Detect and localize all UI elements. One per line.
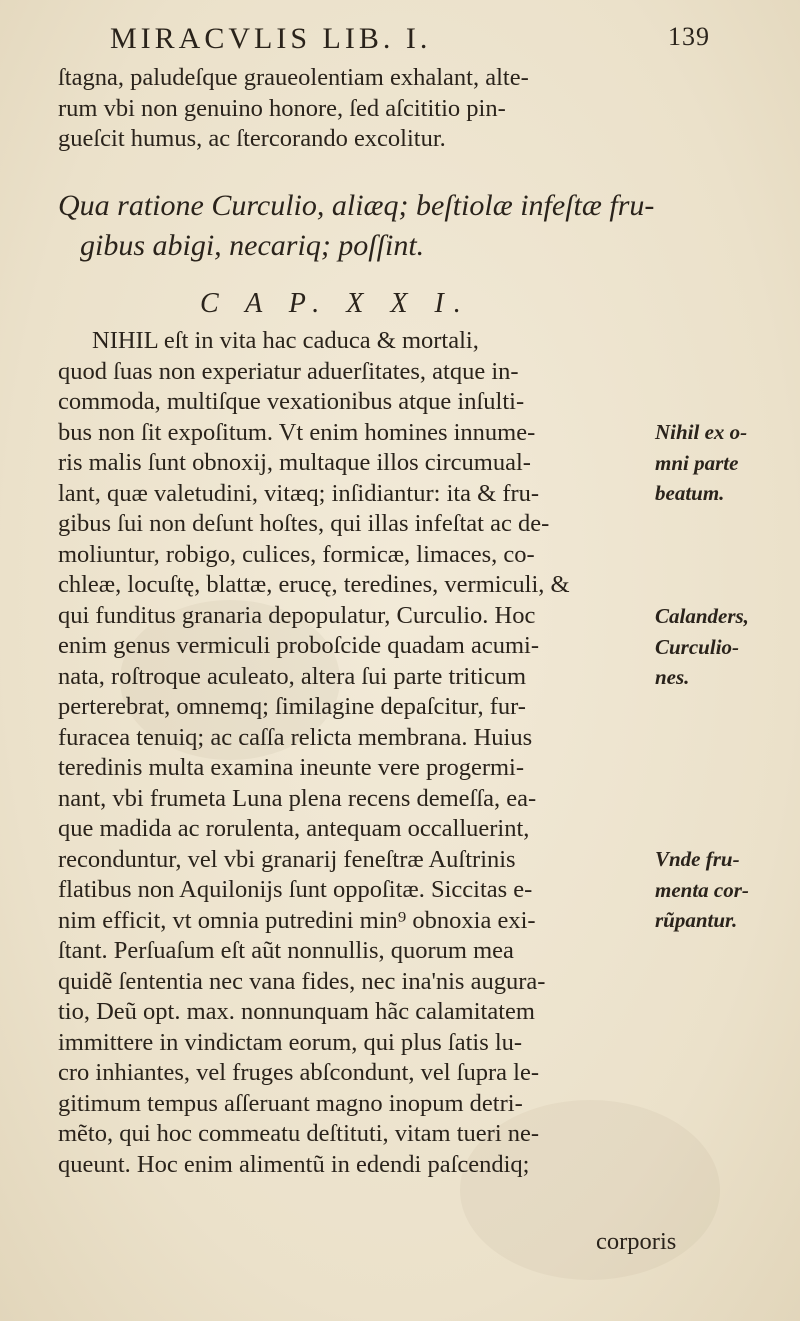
catchword: corporis — [596, 1228, 677, 1255]
text-line: quod ſuas non experiatur aduerſitates, atque in- — [58, 357, 519, 385]
text-line: immittere in vindictam eorum, qui plus ſatis lu- — [58, 1028, 523, 1056]
chapter-heading — [58, 186, 698, 266]
text-line: lant, quæ valetudini, vitæq; inſidiantur: ita & fru- — [58, 479, 540, 507]
text-line: chleæ, locuſtę, blattæ, erucę, teredines, vermiculi, & — [58, 571, 570, 598]
margin-line: Curculio- — [655, 634, 740, 659]
margin-note-calanders — [655, 601, 795, 693]
text-line: ris malis ſunt obnoxij, multaque illos circumual- — [58, 449, 531, 476]
margin-line: Vnde fru- — [655, 847, 740, 871]
page-number: 139 — [668, 22, 710, 51]
text-line: flatibus non Aquilonijs ſunt oppoſitæ. Siccitas e- — [58, 876, 533, 903]
text-line: queunt. Hoc enim alimentũ in edendi paſcendiq; — [58, 1150, 530, 1178]
text-line: bus non ſit expoſitum. Vt enim homines innume- — [58, 418, 536, 446]
text-line: gitimum tempus aſſeruant magno inopum detri- — [58, 1089, 523, 1117]
text-line: enim genus vermiculi proboſcide quadam acumi- — [58, 632, 540, 659]
text-line: que madida ac rorulenta, antequam occalluerint, — [58, 815, 530, 842]
chapter-body — [58, 326, 648, 1180]
text-line: qui funditus granaria depopulatur, Curculio. Hoc — [58, 601, 536, 629]
running-title: MIRACVLIS LIB. I. — [110, 22, 432, 55]
margin-line: Calanders, — [655, 604, 749, 628]
text-line: gibus ſui non deſunt hoſtes, qui illas infeſtat ac de- — [58, 510, 550, 537]
heading-line: gibus abigi, necariq; poſſint. — [80, 229, 425, 262]
margin-line: Nihil ex o- — [655, 420, 748, 444]
text-line: tio, Deũ opt. max. nonnunquam hãc calamitatem — [58, 998, 535, 1025]
text-line: cro inhiantes, vel fruges abſcondunt, vel ſupra le- — [58, 1059, 539, 1086]
heading-line: Qua ratione Curculio, aliæq; beſtiolæ infeſtæ fru- — [58, 189, 655, 222]
text-line: moliuntur, robigo, culices, formicæ, limaces, co- — [58, 540, 535, 568]
text-line: gueſcit humus, ac ſtercorando excolitur. — [58, 125, 446, 152]
text-line: ſtant. Perſuaſum eſt aũt nonnullis, quorum mea — [58, 937, 514, 964]
chapter-number: C A P. X X I. — [200, 288, 471, 319]
text-line: commoda, multiſque vexationibus atque inſulti- — [58, 388, 525, 415]
margin-line: beatum. — [655, 481, 725, 505]
text-line: furacea tenuiq; ac caſſa relicta membrana. Huius — [58, 723, 533, 751]
text-line: nant, vbi frumeta Luna plena recens demeſſa, ea- — [58, 784, 537, 812]
text-line: nata, roſtroque aculeato, altera ſui parte triticum — [58, 662, 527, 690]
text-line: teredinis multa examina ineunte vere progermi- — [58, 754, 525, 781]
text-line: ſtagna, paludeſque graueolentiam exhalant, alte- — [58, 64, 529, 91]
text-line: NIHIL eſt in vita hac caduca & mortali, — [92, 327, 479, 354]
margin-note-vnde — [655, 844, 795, 936]
margin-line: mni parte — [655, 450, 739, 475]
margin-note-nihil — [655, 417, 795, 509]
text-line: nim efficit, vt omnia putredini min⁹ obnoxia exi- — [58, 906, 536, 934]
margin-line: menta cor- — [655, 877, 749, 902]
continued-text — [58, 63, 648, 155]
margin-line: rũpantur. — [655, 908, 738, 932]
text-line: mẽto, qui hoc commeatu deſtituti, vitam tueri ne- — [58, 1120, 540, 1147]
text-line: reconduntur, vel vbi granarij feneſtræ Auſtrinis — [58, 845, 516, 873]
text-line: rum vbi non genuino honore, ſed aſcititio pin- — [58, 94, 506, 122]
text-line: quidẽ ſententia nec vana fides, nec ina'nis augura- — [58, 967, 546, 995]
margin-line: nes. — [655, 665, 690, 689]
text-line: perterebrat, omnemq; ſimilagine depaſcitur, fur- — [58, 693, 526, 720]
